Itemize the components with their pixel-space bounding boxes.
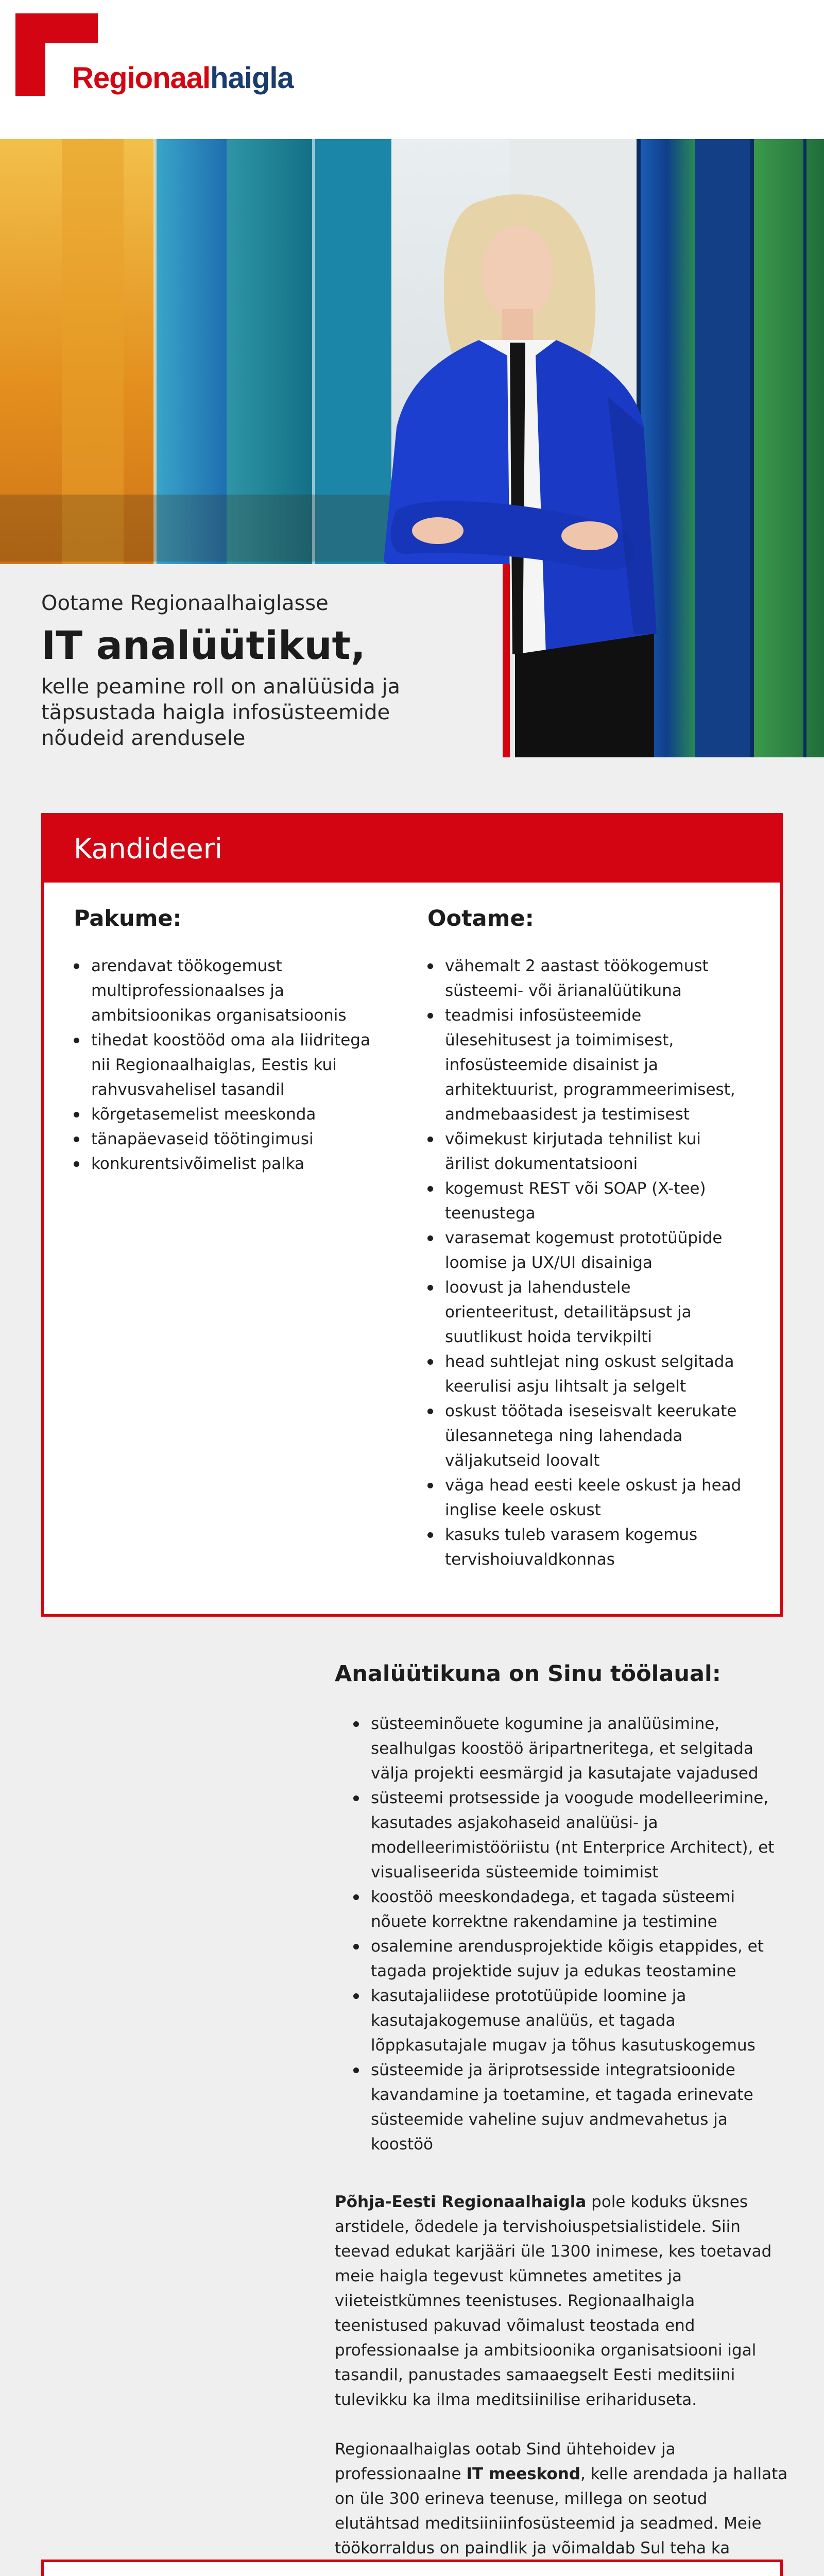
requirements-column <box>427 903 747 1572</box>
list-item: koostöö meeskondadega, et tagada süsteemi nõuete korrektne rakendamine ja testimine <box>353 1885 791 1934</box>
requirements-list <box>427 954 747 1572</box>
job-summary: kelle peamine roll on analüüsida ja täpsustada haigla infosüsteemide nõudeid arendusele <box>41 675 401 750</box>
list-item: võimekust kirjutada tehnilist kui ärilist dokumentatsiooni <box>427 1127 747 1176</box>
it-team-paragraph <box>335 2437 793 2576</box>
list-item: konkurentsivõimelist palka <box>74 1151 383 1176</box>
it-team-text-b: , kelle arendada ja hallata on üle 300 erineva teenuse, millega on seotud elutähtsad meditsiiniinfosüsteemid ja seadmed. Meie töökorraldus on paindlik ja võimaldab Sul teha ka <box>335 2465 788 2557</box>
logo-wordmark-part2: haigla <box>210 61 294 95</box>
list-item: süsteemide ja äriprotsesside integratsioonide kavandamine ja toetamine, et tagada erinevate süsteemide vaheline sujuv andmevahetus ja koostöö <box>353 2058 791 2157</box>
list-item: vähemalt 2 aastast töökogemust süsteemi- või ärianalüütikuna <box>427 954 747 1003</box>
hero-intro: Ootame Regionaalhaiglasse <box>41 591 329 615</box>
apply-button[interactable]: Kandideeri <box>44 816 780 883</box>
requirements-heading: Ootame: <box>427 906 534 931</box>
responsibilities-section <box>335 1658 798 2576</box>
hero-panel-accent <box>503 564 510 757</box>
responsibilities-heading: Analüütikuna on Sinu töölaual: <box>335 1661 721 1687</box>
list-item: süsteemi protsesside ja voogude modelleerimine, kasutades asjakohaseid analüüsi- ja modelleerimistööriistu (nt Enterprice Architect), et visualiseerida süsteemide toimimist <box>353 1786 791 1885</box>
list-item: süsteeminõuete kogumine ja analüüsimine, sealhulgas koostöö äripartneritega, et selgitada välja projekti eesmärgid ja kasutajate vajadused <box>353 1711 791 1786</box>
hero-text-panel <box>0 564 510 757</box>
list-item: kõrgetasemelist meeskonda <box>74 1102 383 1127</box>
offer-column <box>74 903 383 1176</box>
list-item: loovust ja lahendustele orienteeritust, detailitäpsust ja suutlikust hoida tervikpilti <box>427 1275 747 1349</box>
logo-wordmark[interactable] <box>72 58 294 99</box>
additional-info-card <box>41 2560 783 2576</box>
list-item: varasemat kogemust prototüüpide loomise ja UX/UI disainiga <box>427 1226 747 1275</box>
list-item: kasuks tuleb varasem kogemus tervishoiuvaldkonnas <box>427 1522 747 1572</box>
list-item: osalemine arendusprojektide kõigis etappides, et tagada projektide sujuv ja edukas teostamine <box>353 1934 791 1984</box>
job-title: IT analüütikut, <box>41 622 366 668</box>
list-item: oskust töötada iseseisvalt keerukate ülesannetega ning lahendada väljakutseid loovalt <box>427 1399 747 1473</box>
list-item: tihedat koostööd oma ala liidritega nii Regionaalhaiglas, Eestis kui rahvusvahelisel tasandil <box>74 1028 383 1102</box>
it-team-text-a: Regionaalhaiglas ootab Sind ühtehoidev ja professionaalne <box>335 2440 676 2483</box>
about-hospital-text: pole koduks üksnes arstidele, õdedele ja tervishoiuspetsialistidele. Siin teevad edukat karjääri üle 1300 inimese, kes toetavad meie haigla tegevust kümnetes ametites ja viieteistkümnes teenistuses. Regionaalhaigla teenistused pakuvad võimalust teostada end professionaalse ja ambitsioonika organisatsiooni igal tasandil, panustades samaaegselt Eesti meditsiini tulevikku ka ilma meditsiinilise erihariduseta. <box>335 2193 772 2409</box>
apply-card <box>41 813 783 1617</box>
list-item: arendavat töökogemust multiprofessionaalses ja ambitsioonikas organisatsioonis <box>74 954 383 1028</box>
offer-list <box>74 954 383 1176</box>
hospital-name: Põhja-Eesti Regionaalhaigla <box>335 2193 587 2211</box>
list-item: väga head eesti keele oskust ja head inglise keele oskust <box>427 1473 747 1522</box>
list-item: kogemust REST või SOAP (X-tee) teenustega <box>427 1176 747 1226</box>
about-hospital-paragraph <box>335 2190 793 2412</box>
logo-wordmark-part1: Regionaal <box>72 61 211 95</box>
list-item: teadmisi infosüsteemide ülesehitusest ja toimimisest, infosüsteemide disainist ja arhitektuurist, programmeerimisest, andmebaasidest ja testimisest <box>427 1003 747 1127</box>
responsibilities-list <box>335 1711 798 2157</box>
list-item: head suhtlejat ning oskust selgitada keerulisi asju lihtsalt ja selgelt <box>427 1349 747 1399</box>
site-header <box>0 0 824 139</box>
list-item: kasutajaliidese prototüüpide loomine ja kasutajakogemuse analüüs, et tagada lõppkasutajale mugav ja tõhus kasutuskogemus <box>353 1984 791 2058</box>
it-team-name: IT meeskond <box>466 2465 581 2483</box>
list-item: tänapäevaseid töötingimusi <box>74 1127 383 1151</box>
offer-heading: Pakume: <box>74 906 182 931</box>
